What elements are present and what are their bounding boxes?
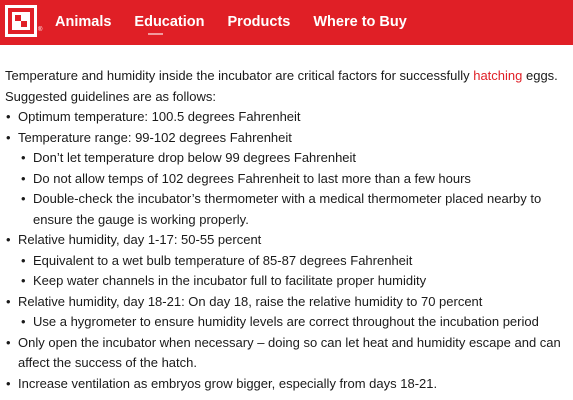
intro-text-after: eggs. Suggested guidelines are as follows:: [5, 68, 558, 104]
sub-list-item: • Use a hygrometer to ensure humidity levels are correct throughout the incubation period: [18, 312, 568, 333]
top-nav-bar: [0, 0, 573, 45]
sub-list-item: • Keep water channels in the incubator full to facilitate proper humidity: [18, 271, 568, 292]
humidity-1-17-sublist: [18, 251, 568, 292]
nav-item-animals[interactable]: Animals: [55, 14, 112, 30]
humidity-18-21-sublist: [18, 312, 568, 333]
list-item-open-incubator: • Only open the incubator when necessary – doing so can let heat and humidity escape and can affect the success of the hatch.: [5, 333, 568, 374]
list-item-ventilation: • Increase ventilation as embryos grow bigger, especially from days 18-21.: [5, 374, 568, 395]
list-item-humidity-18-21: [5, 292, 568, 333]
sub-list-item: • Equivalent to a wet bulb temperature of 85-87 degrees Fahrenheit: [18, 251, 568, 272]
registered-mark: ®: [38, 27, 43, 33]
guidelines-list: [5, 107, 568, 394]
sub-list-item: • Don’t let temperature drop below 99 degrees Fahrenheit: [18, 148, 568, 169]
main-nav: [55, 0, 430, 45]
temperature-sublist: [18, 148, 568, 230]
intro-text-before: Temperature and humidity inside the incubator are critical factors for successfully: [5, 68, 474, 83]
hatching-link[interactable]: hatching: [473, 68, 523, 83]
list-item-label: Temperature range: 99-102 degrees Fahrenheit: [18, 129, 292, 145]
list-item-optimum-temperature: • Optimum temperature: 100.5 degrees Fahrenheit: [5, 107, 568, 128]
article-body: [0, 66, 573, 394]
sub-list-item: • Do not allow temps of 102 degrees Fahrenheit to last more than a few hours: [18, 169, 568, 190]
list-item-label: Relative humidity, day 1-17: 50-55 percent: [18, 232, 262, 247]
nav-item-where-to-buy[interactable]: Where to Buy: [313, 14, 407, 30]
list-item-temperature-range: [5, 128, 568, 231]
nav-item-education[interactable]: Education: [134, 0, 204, 45]
nav-item-products[interactable]: Products: [227, 14, 291, 30]
intro-paragraph: [5, 66, 568, 107]
list-item-humidity-1-17: [5, 230, 568, 292]
sub-list-item: • Double-check the incubator’s thermometer with a medical thermometer placed nearby to ensure the gauge is working properly.: [18, 189, 568, 230]
list-item-label: Relative humidity, day 18-21: On day 18, raise the relative humidity to 70 percent: [18, 293, 483, 309]
brand-checkerboard-logo-icon[interactable]: [5, 5, 37, 37]
